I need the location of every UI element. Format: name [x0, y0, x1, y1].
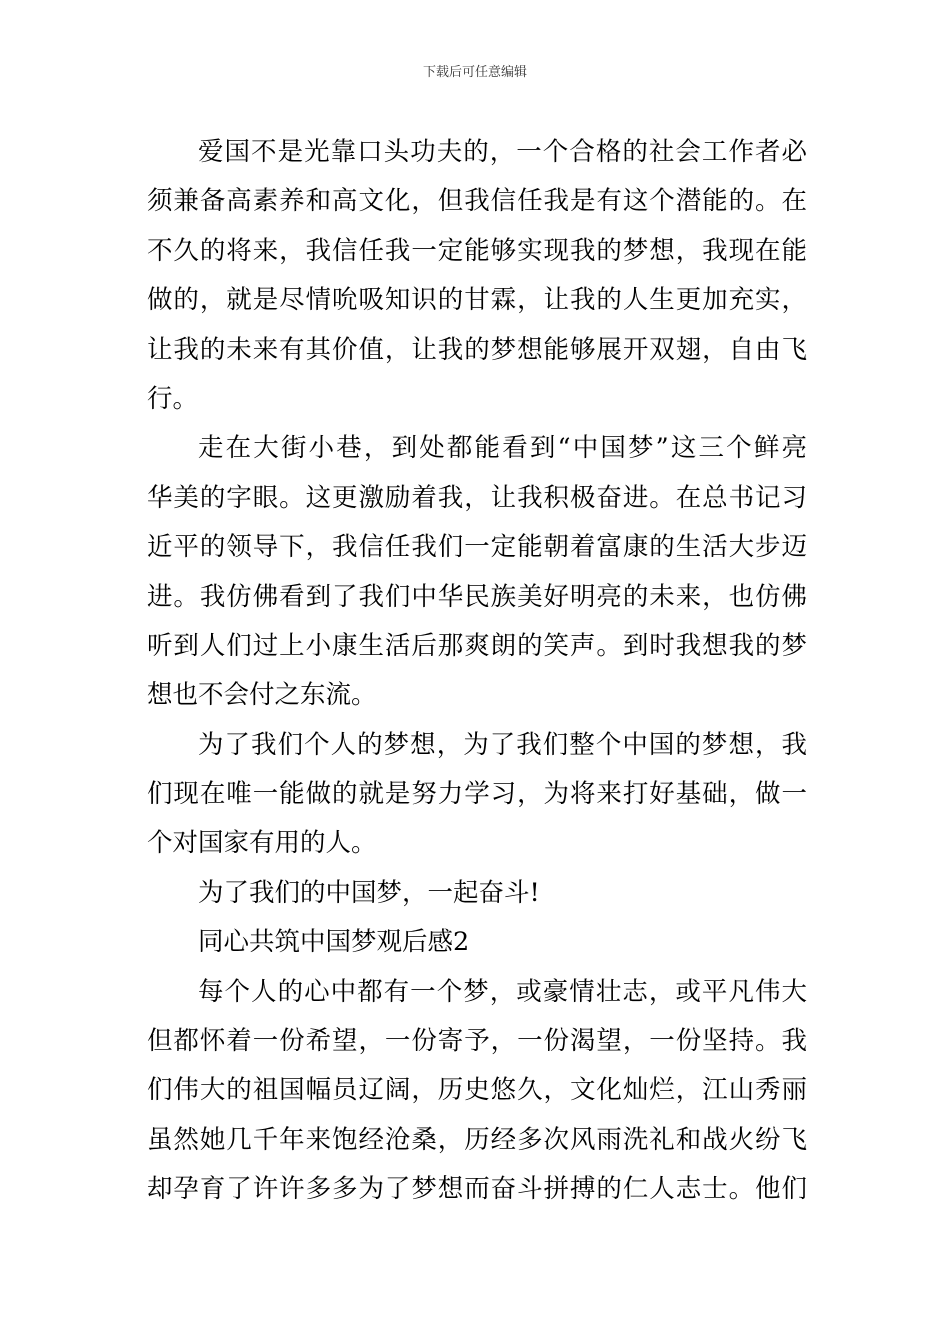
text-line: 须兼备高素养和高文化，但我信任我是有这个潜能的。在 [147, 186, 807, 217]
page-header: 下载后可任意编辑 [422, 65, 527, 80]
text-line: 行。 [147, 383, 199, 414]
text-line: 为了我们的中国梦，一起奋斗! [198, 877, 540, 908]
text-line: 做的，就是尽情吮吸知识的甘霖，让我的人生更加充实， [147, 285, 807, 316]
text-line: 想也不会付之东流。 [147, 680, 377, 711]
text-line: 走在大街小巷，到处都能看到“中国梦”这三个鲜亮 [198, 433, 807, 464]
text-line: 听到人们过上小康生活后那爽朗的笑声。到时我想我的梦 [147, 630, 807, 661]
text-line: 们伟大的祖国幅员辽阔，历史悠久，文化灿烂，江山秀丽 [147, 1075, 807, 1106]
document-body [147, 128, 807, 1215]
text-line: 但都怀着一份希望，一份寄予，一份渴望，一份坚持。我 [147, 1026, 807, 1057]
text-line: 个对国家有用的人。 [147, 828, 377, 859]
section-heading: 同心共筑中国梦观后感2 [198, 927, 470, 958]
text-line: 华美的字眼。这更激励着我，让我积极奋进。在总书记习 [147, 482, 807, 513]
text-line: 进。我仿佛看到了我们中华民族美好明亮的未来，也仿佛 [147, 581, 807, 612]
text-line: 爱国不是光靠口头功夫的，一个合格的社会工作者必 [198, 137, 807, 167]
text-line: 每个人的心中都有一个梦，或豪情壮志，或平凡伟大 [198, 976, 807, 1007]
text-line: 们现在唯一能做的就是努力学习，为将来打好基础，做一 [147, 779, 807, 810]
text-line: 为了我们个人的梦想，为了我们整个中国的梦想，我 [198, 729, 807, 760]
text-line: 虽然她几千年来饱经沧桑，历经多次风雨洗礼和战火纷飞 [147, 1124, 807, 1155]
text-line: 让我的未来有其价值，让我的梦想能够展开双翅，自由飞 [147, 334, 807, 365]
text-line: 不久的将来，我信任我一定能够实现我的梦想，我现在能 [147, 235, 807, 266]
text-line: 却孕育了许许多多为了梦想而奋斗拼搏的仁人志士。他们 [147, 1174, 807, 1205]
text-line: 近平的领导下，我信任我们一定能朝着富康的生活大步迈 [147, 532, 807, 563]
